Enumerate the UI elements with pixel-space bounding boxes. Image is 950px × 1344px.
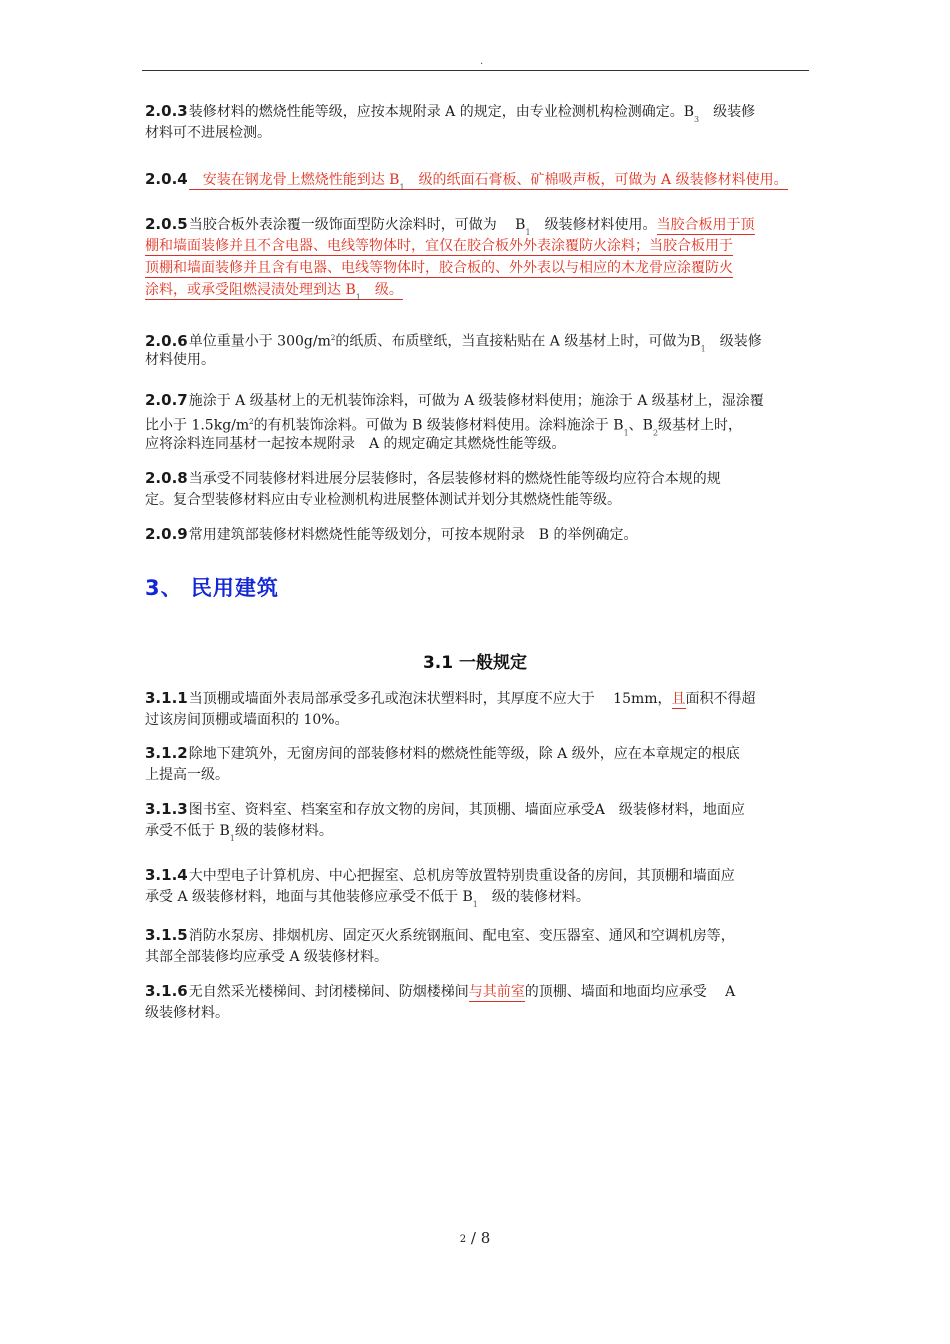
clause-text: 施涂于 A 级基材上的无机装饰涂料，可做为 A 级装修材料使用；施涂于 A 级基材上，湿涂覆	[188, 393, 764, 409]
clause-text: 承受不低于 B	[145, 823, 230, 839]
clause-text-revised: 当胶合板用于顶	[656, 217, 755, 233]
clause-3-1-6	[145, 980, 813, 1024]
superscript: 2	[249, 418, 254, 426]
clause-text: 材料使用。	[145, 352, 215, 368]
clause-text: 材料可不进展检测。	[145, 125, 271, 141]
clause-number: 2.0.5	[145, 215, 188, 233]
clause-number: 3.1.1	[145, 689, 188, 707]
clause-text: 图书室、资料室、档案室和存放文物的房间，其顶棚、墙面应承受A 级装修材料，地面应	[188, 802, 745, 818]
clause-number: 3.1.3	[145, 800, 188, 818]
clause-text: 级装修	[713, 104, 756, 120]
clause-3-1-1	[145, 687, 813, 731]
clause-number: 2.0.8	[145, 469, 188, 487]
clause-text: 承受 A 级装修材料，地面与其他装修应承受不低于 B	[145, 889, 473, 905]
subsection-heading: 3.1 一般规定	[422, 653, 528, 673]
clause-text: 上提高一级。	[145, 767, 229, 783]
subscript: 1	[399, 183, 405, 192]
clause-2-0-8	[145, 467, 813, 511]
clause-text: 除地下建筑外，无窗房间的部装修材料的燃烧性能等级，除 A 级外，应在本章规定的根底	[188, 746, 740, 762]
clause-2-0-6	[145, 327, 813, 371]
page-number	[0, 1229, 950, 1247]
section-heading	[145, 572, 279, 602]
clause-2-0-3	[145, 100, 813, 144]
clause-2-0-5	[145, 213, 813, 301]
clause-number: 2.0.9	[145, 525, 188, 543]
clause-text: 单位重量小于 300g/m	[188, 333, 331, 350]
clause-text: 比小于 1.5kg/m	[145, 417, 250, 434]
clause-text: B	[515, 217, 526, 233]
clause-2-0-4	[145, 168, 813, 190]
section-title: 民用建筑	[190, 576, 279, 600]
page-total: 8	[480, 1229, 491, 1247]
subscript: 1	[700, 344, 706, 354]
clause-3-1-3	[145, 798, 813, 842]
clause-text: 过该房间顶棚或墙面积的 10%。	[145, 712, 349, 728]
clause-text: 的顶棚、墙面和地面均应承受 A	[524, 984, 736, 1000]
page-current: 2	[459, 1234, 467, 1245]
clause-text-revised: 顶棚和墙面装修并且含有电器、电线等物体时，胶合板的、外外表以与相应的木龙骨应涂覆防火	[145, 260, 733, 276]
clause-number: 3.1.2	[145, 744, 188, 762]
clause-text-revised: 且	[671, 691, 686, 707]
clause-2-0-7	[145, 389, 813, 455]
clause-text: 其部全部装修均应承受 A 级装修材料。	[145, 949, 389, 965]
clause-text-revised: 安装在钢龙骨上燃烧性能到达 B	[202, 172, 400, 188]
subscript: 3	[694, 115, 700, 124]
clause-text: 消防水泵房、排烟机房、固定灭火系统钢瓶间、配电室、变压器室、通风和空调机房等，	[188, 928, 735, 944]
clause-text: 大中型电子计算机房、中心把握室、总机房等放置特别贵重设备的房间，其顶棚和墙面应	[188, 868, 735, 884]
clause-number: 3.1.6	[145, 982, 188, 1000]
clause-text-revised: 级的纸面石膏板、矿棉吸声板，可做为 A 级装修材料使用。	[418, 172, 788, 188]
clause-text: 的有机装饰涂料。可做为 B 级装修材料使用。涂料施涂于 B	[253, 417, 624, 434]
clause-text-revised: 棚和墙面装修并且不含电器、电线等物体时，宜仅在胶合板外外表涂覆防火涂料；当胶合板用于	[145, 238, 733, 254]
clause-text: 无自然采光楼梯间、封闭楼梯间、防烟楼梯间	[188, 984, 469, 1000]
clause-text: 当胶合板外表涂覆一级饰面型防火涂料时，可做为	[188, 217, 497, 233]
clause-text: 装修材料的燃烧性能等级，应按本规附录 A 的规定，由专业检测机构检测确定。B	[188, 104, 695, 120]
clause-3-1-2	[145, 742, 813, 786]
subscript: 1	[472, 900, 478, 909]
clause-text: 、B	[628, 417, 653, 434]
clause-text: 当顶棚或墙面外表局部承受多孔或泡沫状塑料时，其厚度不应大于 15mm，	[188, 691, 672, 707]
header-rule	[142, 70, 809, 71]
clause-text-revised: 与其前室	[468, 984, 525, 1000]
clause-text-revised: 涂料，或承受阻燃浸渍处理到达 B	[145, 282, 356, 298]
subscript: 2	[652, 428, 659, 438]
clause-number: 3.1.4	[145, 866, 188, 884]
clause-number: 2.0.7	[145, 391, 188, 409]
subscript: 1	[525, 228, 531, 237]
clause-text: 级装修	[719, 333, 762, 350]
clause-text: 级装修材料使用。	[544, 217, 657, 233]
subscript: 1	[623, 428, 629, 438]
clause-text: 应将涂料连同基材一起按本规附录 A 的规定确定其燃烧性能等级。	[145, 436, 566, 452]
subscript: 1	[229, 834, 235, 843]
clause-text: 的纸质、布质壁纸，当直接粘贴在 A 级基材上时，可做为B	[335, 333, 701, 350]
clause-text: 当承受不同装修材料进展分层装修时，各层装修材料的燃烧性能等级均应符合本规的规	[188, 471, 721, 487]
clause-text: 级的装修材料。	[234, 823, 333, 839]
clause-text: 级的装修材料。	[491, 889, 590, 905]
clause-number: 2.0.3	[145, 102, 188, 120]
clause-text: 级基材上时，	[658, 417, 743, 434]
subscript: 1	[355, 293, 361, 302]
clause-number: 3.1.5	[145, 926, 188, 944]
superscript: 2	[330, 334, 336, 342]
clause-3-1-5	[145, 924, 813, 968]
clause-text: 定。复合型装修材料应由专业检测机构进展整体测试并划分其燃烧性能等级。	[145, 492, 621, 508]
clause-3-1-4	[145, 864, 813, 908]
clause-text-revised: 级。	[374, 282, 403, 298]
clause-number: 2.0.6	[145, 331, 188, 350]
clause-2-0-9	[145, 523, 813, 545]
clause-text: 面积不得超	[685, 691, 756, 707]
header-dot: .	[480, 56, 484, 67]
clause-text: 常用建筑部装修材料燃烧性能等级划分，可按本规附录 B 的举例确定。	[188, 527, 638, 543]
page-separator: /	[466, 1229, 481, 1247]
clause-number: 2.0.4	[145, 170, 188, 188]
section-number: 3、	[145, 576, 183, 600]
clause-text: 级装修材料。	[145, 1005, 229, 1021]
